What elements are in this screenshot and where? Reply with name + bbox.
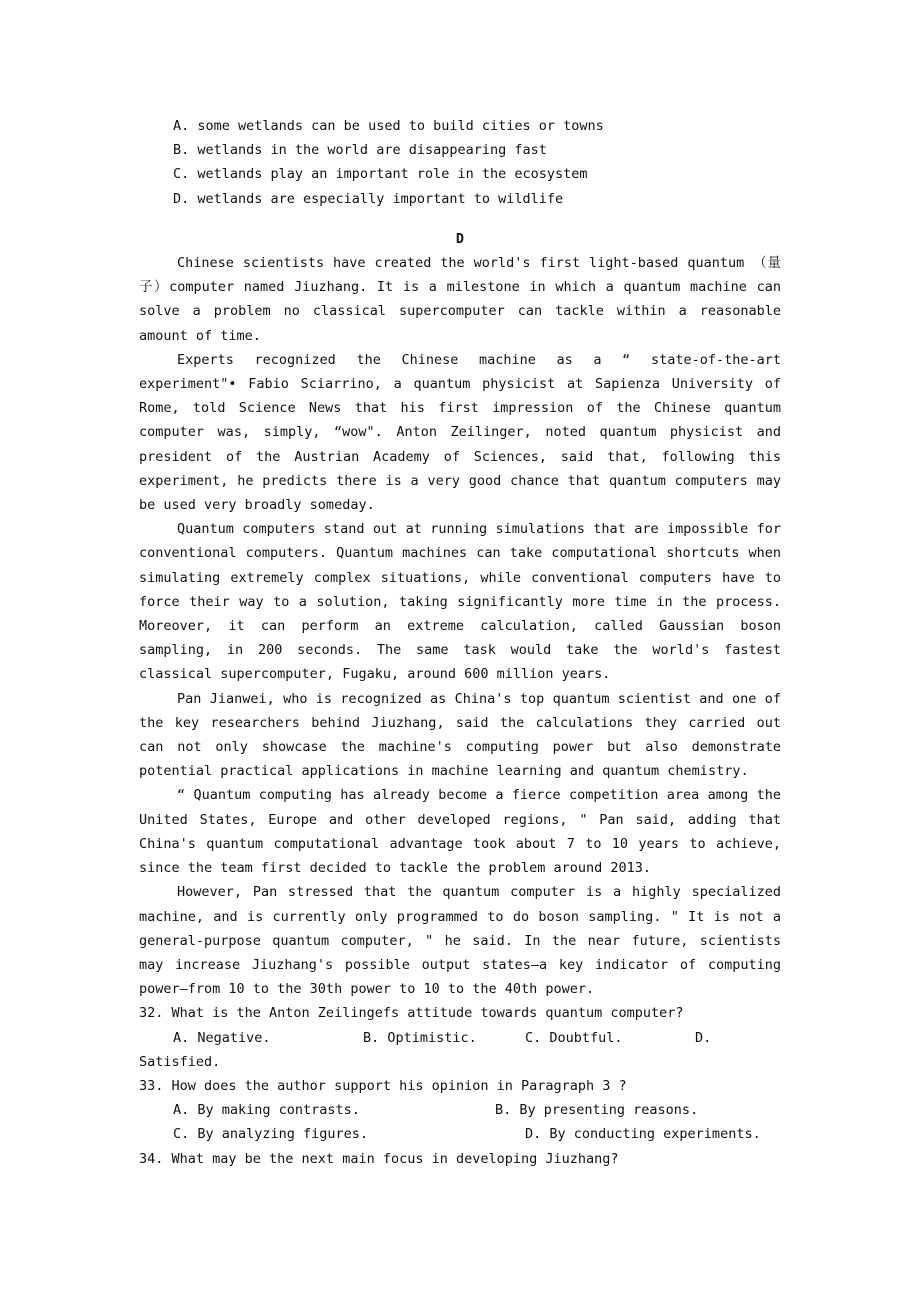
document-page <box>139 114 781 1171</box>
paragraph-1: Chinese scientists have created the world's first light-based quantum （量子）computer named Jiuzhang. It is a milestone in which a quantum machine can solve a problem no classical supercomputer can tackle within a reasonable amount of time. <box>139 255 781 344</box>
question-32-stem: 32. What is the Anton Zeilingefs attitude towards quantum computer? <box>139 1005 684 1022</box>
q32-option-b: B. Optimistic. <box>363 1029 477 1046</box>
prev-option-a: A. some wetlands can be used to build cities or towns <box>173 118 604 134</box>
q33-option-d: D. By conducting experiments. <box>525 1126 761 1143</box>
q33-option-a: A. By making contrasts. <box>173 1102 360 1119</box>
paragraph-4: Pan Jianwei, who is recognized as China's top quantum scientist and one of the key researchers behind Jiuzhang, said the calculations they carried out can not only showcase the machine's computing power but also demonstrate potential practical applications in machine learning and quantum chemistry. <box>139 690 781 780</box>
question-33-stem: 33. How does the author support his opinion in Paragraph 3 ? <box>139 1077 627 1094</box>
q32-option-d: D. <box>695 1029 712 1046</box>
paragraph-5: “ Quantum computing has already become a fierce competition area among the United States, Europe and other developed regions, " Pan said, adding that China's quantum computational advantage took about 7 to 10 years to achieve, since the team first decided to tackle the problem around 2013. <box>139 787 781 877</box>
q33-option-b: B. By presenting reasons. <box>495 1102 699 1119</box>
q33-option-c: C. By analyzing figures. <box>173 1126 369 1143</box>
q32-option-d-wrap: Satisfied. <box>139 1053 221 1070</box>
paragraph-2: Experts recognized the Chinese machine as a “ state-of-the-art experiment"• Fabio Sciarrino, a quantum physicist at Sapienza University of Rome, told Science News that his first impression of the Chinese quantum computer was, simply, “wow". Anton Zeilinger, noted quantum physicist and president of the Austrian Academy of Sciences, said that, following this experiment, he predicts there is a very good chance that quantum computers may be used very broadly someday. <box>139 351 781 514</box>
paragraph-6: However, Pan stressed that the quantum computer is a highly specialized machine, and is currently only programmed to do boson sampling. " It is not a general-purpose quantum computer, " he said. In the near future, scientists may increase Jiuzhang's possible output states—a key indicator of computing power—from 10 to the 30th power to 10 to the 40th power. <box>139 884 781 998</box>
question-34-stem: 34. What may be the next main focus in developing Jiuzhang? <box>139 1150 619 1167</box>
question-33-options-row2 <box>139 1122 781 1146</box>
prev-option-d: D. wetlands are especially important to wildlife <box>173 190 564 207</box>
q32-option-a: A. Negative. <box>173 1029 271 1046</box>
section-title: D <box>455 230 465 247</box>
question-33-options-row1 <box>139 1098 781 1122</box>
q32-option-c: C. Doubtful. <box>525 1029 623 1046</box>
paragraph-3: Quantum computers stand out at running simulations that are impossible for conventional computers. Quantum machines can take computational shortcuts when simulating extremely complex situations, while conventional computers have to force their way to a solution, taking significantly more time in the process. Moreover, it can perform an extreme calculation, called Gaussian boson sampling, in 200 seconds. The same task would take the world's fastest classical supercomputer, Fugaku, around 600 million years. <box>139 521 781 683</box>
prev-option-c: C. wetlands play an important role in the ecosystem <box>173 166 588 183</box>
prev-option-b: B. wetlands in the world are disappearing fast <box>173 142 547 159</box>
question-32-options <box>139 1026 781 1050</box>
